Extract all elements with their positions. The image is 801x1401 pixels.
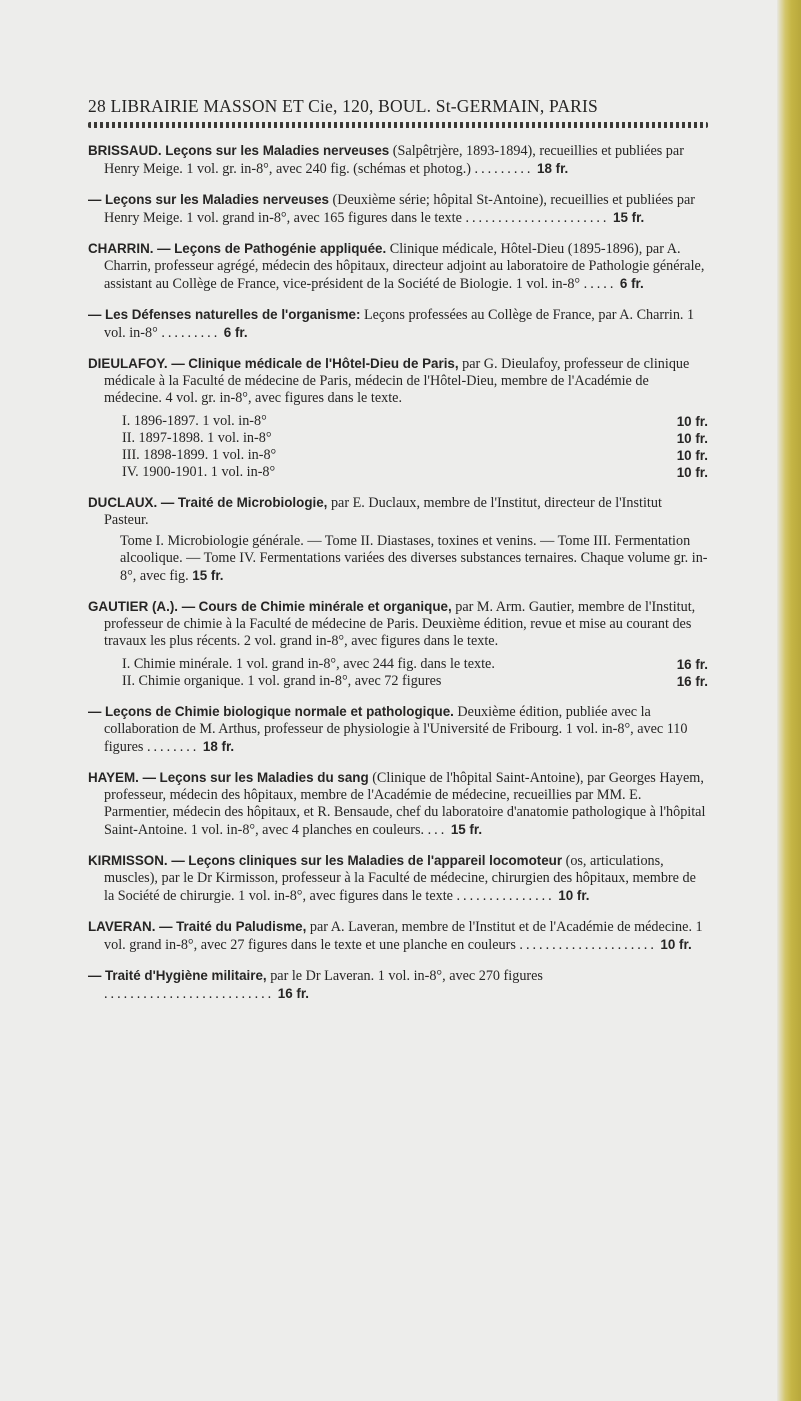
entry-laveran-1: LAVERAN. — Traité du Paludisme, par A. Laveran, membre de l'Institut et de l'Académie de médecine. 1 vol. grand in-8°, avec 27 figures dans le texte et une planche en couleurs ..................... 10 fr. [88, 919, 703, 953]
volume-row [122, 464, 708, 481]
entry-author: CHARRIN. — [88, 241, 171, 256]
entry-body: (os, articulations, muscles), par le Dr Kirmisson, professeur à la Faculté de médecine, chirurgien des hôpitaux, membre de la Société de chirurgie. 1 vol. in-8°, avec figures dans le texte [104, 853, 696, 904]
entry-title: Cours de Chimie minérale et organique, [198, 599, 452, 614]
entry-price: 18 fr. [202, 739, 235, 754]
entry-gautier-1 [88, 598, 708, 690]
entry-title: Clinique médicale de l'Hôtel-Dieu de Paris, [188, 356, 459, 371]
entry-body: par M. Arm. Gautier, membre de l'Institut, professeur de chimie à la Faculté de médecine de Paris. Deuxième édition, revue et mise au courant des travaux les plus récents. 2 vol. grand in-8°, avec figures dans le texte. [104, 599, 696, 649]
entry-author: DIEULAFOY. — [88, 356, 185, 371]
entry-body: par E. Duclaux, membre de l'Institut, directeur de l'Institut Pasteur. [104, 495, 662, 528]
entry-price: 10 fr. [558, 888, 590, 903]
entry-title: Traité d'Hygiène militaire, [104, 968, 267, 983]
entry-author: HAYEM. — [88, 770, 156, 785]
volume-label: II. 1897-1898. 1 vol. in-8° [122, 430, 272, 446]
entry-title: Traité de Microbiologie, [177, 495, 328, 510]
entry-laveran-2: — Traité d'Hygiène militaire, par le Dr Laveran. 1 vol. in-8°, avec 270 figures .......................... 16 fr. [88, 968, 543, 1002]
entry-body: (Salpêtrjère, 1893-1894), recueillies et publiées par Henry Meige. 1 vol. gr. in-8°, avec 240 fig. (schémas et photog.) [104, 143, 684, 177]
volume-label: II. Chimie organique. 1 vol. grand in-8°, avec 72 figures [122, 673, 442, 689]
entry-body: par le Dr Laveran. 1 vol. in-8°, avec 270 figures [270, 968, 543, 984]
entry-title: Traité du Paludisme, [176, 919, 307, 934]
volume-price: 10 fr. [676, 431, 708, 446]
entry-charrin-2: — Les Défenses naturelles de l'organisme: Leçons professées au Collège de France, par A. Charrin. 1 vol. in-8° ......... 6 fr. [88, 307, 695, 341]
entry-title: Leçons de Chimie biologique normale et pathologique. [104, 704, 454, 719]
volume-row [122, 430, 708, 447]
entry-author: — [88, 307, 102, 322]
entry-price: 6 fr. [223, 325, 248, 340]
entry-body: Leçons professées au Collège de France, par A. Charrin. 1 vol. in-8° [104, 307, 695, 341]
entry-price: 15 fr. [450, 822, 483, 837]
entry-title: Leçons cliniques sur les Maladies de l'appareil locomoteur [188, 853, 563, 868]
entry-hayem: HAYEM. — Leçons sur les Maladies du sang (Clinique de l'hôpital Saint-Antoine), par Georges Hayem, professeur, médecin des hôpitaux, membre de l'Académie de médecine, recueillies par MM. E. Parmentier, médecin des hôpitaux, et R. Bensaude, chef du laboratoire d'anatomie pathologique à l'hôpital Saint-Antoine. 1 vol. in-8°, avec 4 planches en couleurs. ... 15 fr. [88, 770, 706, 838]
entry-title: Leçons sur les Maladies nerveuses [104, 192, 329, 207]
page-edge [777, 0, 801, 1401]
volume-label: IV. 1900-1901. 1 vol. in-8° [122, 464, 276, 480]
volume-price: 10 fr. [676, 465, 708, 480]
entry-author: — [88, 968, 102, 983]
entry-charrin-1: CHARRIN. — Leçons de Pathogénie appliquée. Clinique médicale, Hôtel-Dieu (1895-1896), par A. Charrin, professeur agrégé, médecin des hôpitaux, directeur adjoint au laboratoire de Pathologie générale, assistant au Collège de France, vice-président de la Société de Biologie. 1 vol. in-8° ..... 6 fr. [88, 241, 705, 292]
volume-row [122, 673, 708, 690]
entry-price: 15 fr. [613, 210, 645, 225]
entry-body: (Deuxième série; hôpital St-Antoine), recueillies et publiées par Henry Meige. 1 vol. grand in-8°, avec 165 figures dans le texte [104, 192, 695, 226]
entry-body: par A. Laveran, membre de l'Institut et de l'Académie de médecine. 1 vol. grand in-8°, avec 27 figures dans le texte et une planche en couleurs [104, 919, 703, 953]
volume-price: 16 fr. [676, 657, 708, 672]
entry-author: BRISSAUD. [88, 143, 162, 158]
entry-title: Leçons de Pathogénie appliquée. [174, 241, 387, 256]
entry-dieulafoy [88, 355, 708, 481]
entry-price: 6 fr. [619, 276, 644, 291]
volume-price: 16 fr. [676, 674, 708, 689]
entry-author: — [88, 704, 102, 719]
entry-price: 15 fr. [192, 568, 224, 583]
entry-brissaud-2: — Leçons sur les Maladies nerveuses (Deuxième série; hôpital St-Antoine), recueillies et publiées par Henry Meige. 1 vol. grand in-8°, avec 165 figures dans le texte ...................... 15 fr. [88, 192, 695, 226]
entry-duclaux [88, 494, 708, 585]
entry-author: GAUTIER (A.). — [88, 599, 196, 614]
volume-list [104, 656, 708, 690]
volume-label: III. 1898-1899. 1 vol. in-8° [122, 447, 277, 463]
volume-row [122, 656, 708, 673]
entry-price: 16 fr. [277, 986, 310, 1001]
entry-kirmisson: KIRMISSON. — Leçons cliniques sur les Maladies de l'appareil locomoteur (os, articulations, muscles), par le Dr Kirmisson, professeur à la Faculté de médecine, chirurgien des hôpitaux, membre de la Société de chirurgie. 1 vol. in-8°, avec figures dans le texte ............... 10 fr. [88, 853, 696, 904]
volume-label: I. Chimie minérale. 1 vol. grand in-8°, avec 244 fig. dans le texte. [122, 656, 495, 672]
volume-label: I. 1896-1897. 1 vol. in-8° [122, 413, 267, 429]
entry-gautier-2: — Leçons de Chimie biologique normale et pathologique. Deuxième édition, publiée avec la collaboration de M. Arthus, professeur de physiologie à l'Université de Fribourg. 1 vol. in-8°, avec 110 figures ........ 18 fr. [88, 704, 688, 755]
entry-body: Deuxième édition, publiée avec la collaboration de M. Arthus, professeur de physiologie à l'Université de Fribourg. 1 vol. in-8°, avec 110 figures [104, 704, 688, 755]
volume-row [122, 413, 708, 430]
entry-body: Clinique médicale, Hôtel-Dieu (1895-1896), par A. Charrin, professeur agrégé, médecin des hôpitaux, directeur adjoint au laboratoire de Pathologie générale, assistant au Collège de France, vice-président de la Société de Biologie. 1 vol. in-8° [104, 241, 705, 292]
catalog-content [88, 142, 708, 1016]
entry-author: LAVERAN. — [88, 919, 173, 934]
entry-author: DUCLAUX. — [88, 495, 175, 510]
entry-price: 10 fr. [660, 937, 692, 952]
entry-extra-text: Tome I. Microbiologie générale. — Tome II. Diastases, toxines et venins. — Tome III. Fermentation alcoolique. — Tome IV. Fermentations variées des diverses substances ternaires. Chaque volume gr. in-8°, avec fig. [120, 533, 708, 584]
entry-title: Leçons sur les Maladies du sang [159, 770, 369, 785]
page-header: 28 LIBRAIRIE MASSON ET Cie, 120, BOUL. St-GERMAIN, PARIS [88, 96, 598, 116]
entry-extra [104, 533, 708, 585]
entry-author: KIRMISSON. — [88, 853, 185, 868]
entry-brissaud-1: BRISSAUD. Leçons sur les Maladies nerveuses (Salpêtrjère, 1893-1894), recueillies et publiées par Henry Meige. 1 vol. gr. in-8°, avec 240 fig. (schémas et photog.) ......... 18 fr. [88, 143, 684, 177]
entry-body: par G. Dieulafoy, professeur de clinique médicale à la Faculté de médecine de Paris, médecin de l'Hôtel-Dieu, membre de l'Académie de médecine. 4 vol. gr. in-8°, avec figures dans le texte. [104, 356, 690, 406]
volume-list [104, 413, 708, 481]
entry-price: 18 fr. [537, 161, 569, 176]
volume-row [122, 447, 708, 464]
volume-price: 10 fr. [676, 448, 708, 463]
volume-price: 10 fr. [676, 414, 708, 429]
entry-body: (Clinique de l'hôpital Saint-Antoine), par Georges Hayem, professeur, médecin des hôpitaux, membre de l'Académie de médecine, recueillies par MM. E. Parmentier, médecin des hôpitaux, et R. Bensaude, chef du laboratoire d'anatomie pathologique à l'hôpital Saint-Antoine. 1 vol. in-8°, avec 4 planches en couleurs. [104, 770, 706, 838]
header-rule [88, 122, 708, 128]
entry-title: Leçons sur les Maladies nerveuses [165, 143, 390, 158]
entry-title: Les Défenses naturelles de l'organisme: [104, 307, 361, 322]
entry-author: — [88, 192, 102, 207]
